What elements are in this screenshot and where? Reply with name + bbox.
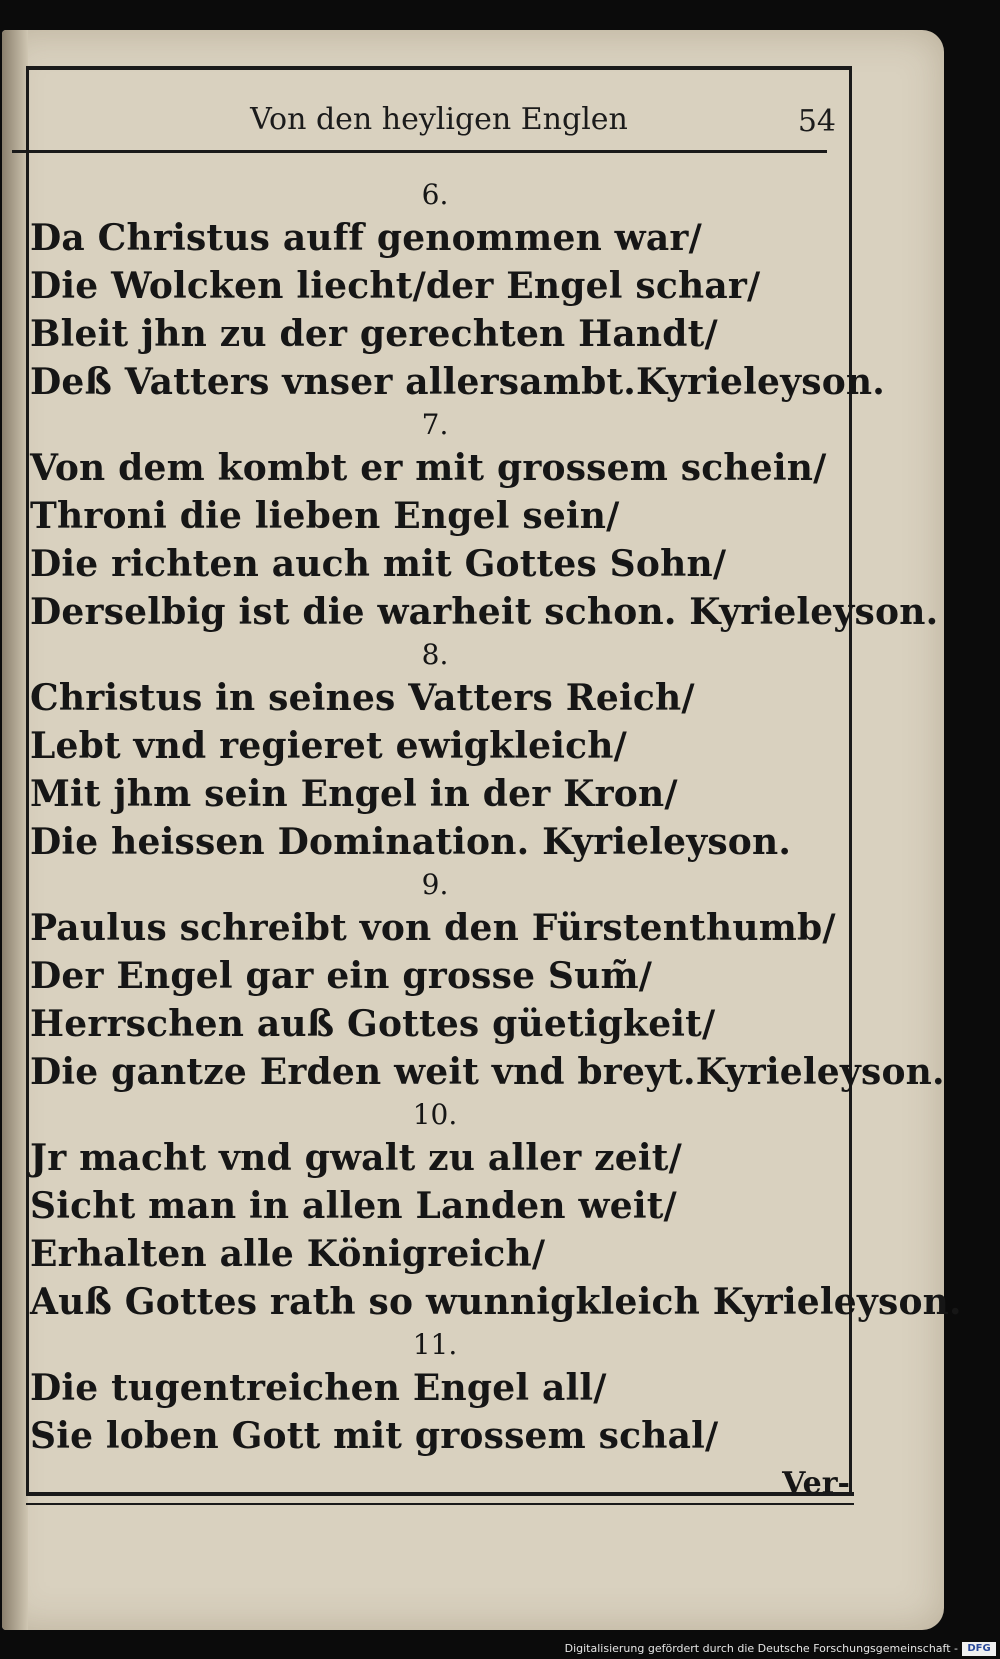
stanza-6	[30, 176, 886, 406]
verse-line: Mit jhm sein Engel in der Kron/	[30, 773, 678, 815]
verse-line: Paulus schreibt von den Fürstenthumb/	[30, 907, 836, 949]
verse-line: Die richten auch mit Gottes Sohn/	[30, 543, 727, 585]
stanza-7	[30, 406, 939, 636]
page-number: 54	[797, 104, 836, 139]
verse-line: Von dem kombt er mit grossem schein/	[30, 447, 827, 489]
hymn-text	[30, 176, 962, 1460]
verse-line: Die Wolcken liecht/der Engel schar/	[30, 265, 761, 307]
page-gutter	[2, 30, 28, 1630]
verse-line: Jr macht vnd gwalt zu aller zeit/	[30, 1137, 682, 1179]
verse-line: Lebt vnd regieret ewigkleich/	[30, 725, 627, 767]
stanza-number: 8.	[421, 638, 449, 671]
stanza-number: 7.	[421, 408, 449, 441]
running-title: Von den heyligen Englen	[250, 102, 628, 137]
verse-line: Bleit jhn zu der gerechten Handt/	[30, 313, 718, 355]
stanza-number: 10.	[412, 1098, 458, 1131]
catchword: Ver-	[782, 1466, 850, 1501]
header-rule	[12, 150, 827, 153]
verse-line: Die tugentreichen Engel all/	[30, 1367, 607, 1409]
stanza-number: 9.	[421, 868, 449, 901]
verse-line: Deß Vatters vnser allersambt.Kyrieleyson.	[30, 361, 886, 403]
stanza-9	[30, 866, 945, 1096]
verse-line: Erhalten alle Königreich/	[30, 1233, 546, 1275]
verse-line: Herrschen auß Gottes güetigkeit/	[30, 1003, 716, 1045]
stanza-number: 6.	[421, 178, 449, 211]
stanza-11	[30, 1326, 830, 1460]
page-header	[26, 70, 852, 160]
stanza-10	[30, 1096, 962, 1326]
verse-line: Throni die lieben Engel sein/	[30, 495, 620, 537]
verse-line: Da Christus auff genommen war/	[30, 217, 702, 259]
stanza-8	[30, 636, 830, 866]
verse-line: Sicht man in allen Landen weit/	[30, 1185, 677, 1227]
bottom-rule	[26, 1492, 854, 1496]
verse-line: Derselbig ist die warheit schon. Kyrieleyson.	[30, 591, 939, 633]
verse-line: Die heissen Domination. Kyrieleyson.	[30, 821, 792, 863]
stanza-number: 11.	[412, 1328, 458, 1361]
verse-line: Christus in seines Vatters Reich/	[30, 677, 695, 719]
digitization-credit: Digitalisierung gefördert durch die Deutsche Forschungsgemeinschaft -	[564, 1642, 958, 1655]
dfg-logo-icon: DFG	[962, 1642, 996, 1656]
bottom-rule-thin	[26, 1503, 854, 1505]
verse-line: Sie loben Gott mit grossem schal/	[30, 1415, 719, 1457]
verse-line: Auß Gottes rath so wunnigkleich Kyrieleyson.	[30, 1281, 962, 1323]
verse-line: Der Engel gar ein grosse Sum̃/	[30, 955, 653, 997]
verse-line: Die gantze Erden weit vnd breyt.Kyrieleyson.	[30, 1051, 945, 1093]
